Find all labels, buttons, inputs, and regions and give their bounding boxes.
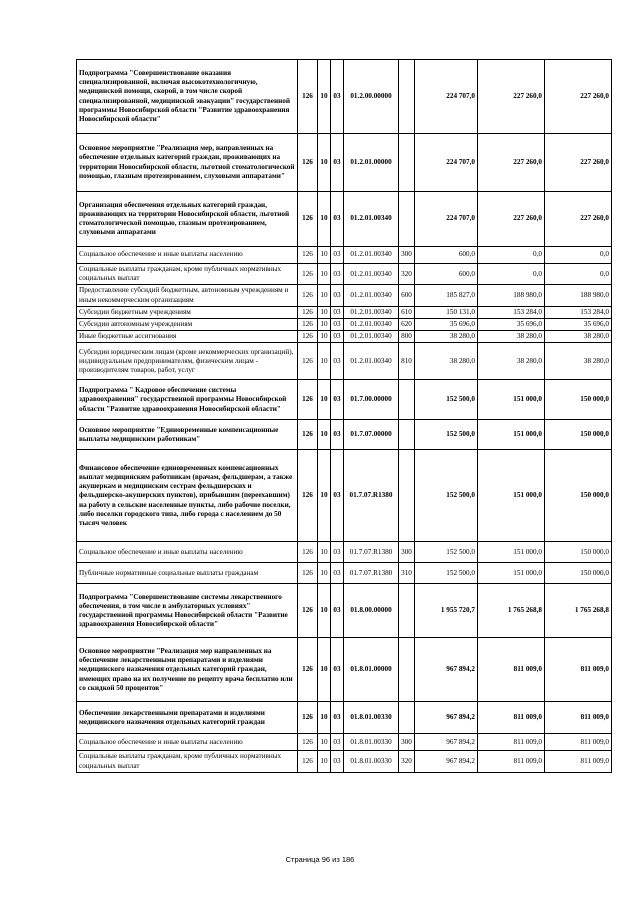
row-sum-3: 150 000,0	[545, 420, 612, 450]
row-pr: 03	[331, 60, 344, 134]
row-grbs: 126	[298, 542, 318, 563]
row-sum-3: 150 000,0	[545, 542, 612, 563]
row-sum-3: 227 260,0	[545, 192, 612, 247]
row-rz: 10	[318, 450, 331, 542]
row-grbs: 126	[298, 734, 318, 751]
row-sum-1: 38 280,0	[415, 331, 478, 343]
row-sum-3: 188 980,0	[545, 285, 612, 306]
table-row	[77, 319, 612, 331]
row-grbs: 126	[298, 331, 318, 343]
row-grbs: 126	[298, 380, 318, 420]
row-sum-2: 151 000,0	[478, 420, 545, 450]
row-sum-2: 1 765 268,8	[478, 584, 545, 638]
row-grbs: 126	[298, 306, 318, 318]
row-pr: 03	[331, 306, 344, 318]
row-csr: 01.2.01.00340	[344, 331, 399, 343]
row-name: Подпрограмма " Кадровое обеспечение системы здравоохранения" государственной программы Новосибирской области "Развитие здравоохранения Новосибирской области"	[77, 380, 298, 420]
row-sum-2: 227 260,0	[478, 60, 545, 134]
row-grbs: 126	[298, 264, 318, 285]
row-rz: 10	[318, 563, 331, 584]
row-pr: 03	[331, 751, 344, 772]
row-name: Основное мероприятие "Единовременные компенсационные выплаты медицинским работникам"	[77, 420, 298, 450]
table-row	[77, 542, 612, 563]
row-sum-2: 151 000,0	[478, 380, 545, 420]
row-sum-3: 811 009,0	[545, 638, 612, 702]
row-sum-1: 152 500,0	[415, 450, 478, 542]
row-sum-3: 1 765 268,8	[545, 584, 612, 638]
row-sum-1: 152 500,0	[415, 380, 478, 420]
row-pr: 03	[331, 420, 344, 450]
row-sum-1: 150 131,0	[415, 306, 478, 318]
row-pr: 03	[331, 285, 344, 306]
row-csr: 01.7.00.00000	[344, 380, 399, 420]
row-rz: 10	[318, 702, 331, 734]
row-sum-2: 227 260,0	[478, 134, 545, 192]
row-sum-1: 35 696,0	[415, 319, 478, 331]
row-csr: 01.8.01.00000	[344, 638, 399, 702]
row-sum-1: 152 500,0	[415, 563, 478, 584]
row-grbs: 126	[298, 420, 318, 450]
row-rz: 10	[318, 285, 331, 306]
row-vr: 320	[399, 751, 415, 772]
row-sum-1: 600,0	[415, 247, 478, 264]
row-grbs: 126	[298, 343, 318, 380]
row-pr: 03	[331, 450, 344, 542]
row-name: Публичные нормативные социальные выплаты гражданам	[77, 563, 298, 584]
row-sum-1: 600,0	[415, 264, 478, 285]
row-name: Социальное обеспечение и иные выплаты населению	[77, 542, 298, 563]
row-sum-3: 35 696,0	[545, 319, 612, 331]
row-rz: 10	[318, 264, 331, 285]
row-sum-2: 227 260,0	[478, 192, 545, 247]
row-sum-2: 0,0	[478, 264, 545, 285]
row-rz: 10	[318, 319, 331, 331]
row-csr: 01.2.01.00340	[344, 264, 399, 285]
row-name: Организация обеспечения отдельных категорий граждан, проживающих на территории Новосибирской области, льготной стоматологической помощью, глазным протезированием, слуховыми аппаратами	[77, 192, 298, 247]
row-sum-1: 224 707,0	[415, 60, 478, 134]
row-sum-1: 152 500,0	[415, 542, 478, 563]
row-rz: 10	[318, 60, 331, 134]
row-grbs: 126	[298, 319, 318, 331]
row-pr: 03	[331, 134, 344, 192]
row-pr: 03	[331, 734, 344, 751]
row-grbs: 126	[298, 450, 318, 542]
row-vr: 800	[399, 331, 415, 343]
row-vr: 320	[399, 264, 415, 285]
row-sum-2: 811 009,0	[478, 702, 545, 734]
row-vr: 300	[399, 542, 415, 563]
row-sum-1: 224 707,0	[415, 192, 478, 247]
row-name: Обеспечение лекарственными препаратами и изделиями медицинского назначения отдельных категорий граждан	[77, 702, 298, 734]
row-csr: 01.2.01.00000	[344, 134, 399, 192]
row-grbs: 126	[298, 584, 318, 638]
table-row	[77, 247, 612, 264]
row-name: Предоставление субсидий бюджетным, автономным учреждениям и иным некоммерческим организациям	[77, 285, 298, 306]
row-grbs: 126	[298, 247, 318, 264]
row-name: Подпрограмма "Совершенствование системы лекарственного обеспечения, в том числе в амбулаторных условиях" государственной программы Новосибирской области "Развитие здравоохранения Новосибирской области"	[77, 584, 298, 638]
row-name: Основное мероприятие "Реализация мер направленных на обеспечение лекарственными препаратами и изделиями медицинского назначения отдельных категорий граждан, имеющих право на их получение по рецепту врача бесплатно или со скидкой 50 процентов"	[77, 638, 298, 702]
row-csr: 01.7.07.R1380	[344, 542, 399, 563]
budget-table	[76, 59, 612, 773]
row-sum-2: 151 000,0	[478, 450, 545, 542]
row-csr: 01.7.07.R1380	[344, 563, 399, 584]
row-name: Субсидии автономным учреждениям	[77, 319, 298, 331]
row-pr: 03	[331, 638, 344, 702]
row-vr	[399, 450, 415, 542]
row-vr	[399, 638, 415, 702]
row-sum-3: 0,0	[545, 264, 612, 285]
row-rz: 10	[318, 247, 331, 264]
row-rz: 10	[318, 192, 331, 247]
row-pr: 03	[331, 247, 344, 264]
row-name: Субсидии юридическим лицам (кроме некоммерческих организаций), индивидуальным предпринимателям, физическим лицам - производителям товаров, работ, услуг	[77, 343, 298, 380]
row-sum-2: 38 280,0	[478, 343, 545, 380]
row-sum-1: 967 894,2	[415, 734, 478, 751]
table-row	[77, 192, 612, 247]
row-sum-3: 811 009,0	[545, 734, 612, 751]
row-rz: 10	[318, 134, 331, 192]
row-grbs: 126	[298, 134, 318, 192]
table-row	[77, 134, 612, 192]
table-row	[77, 380, 612, 420]
row-csr: 01.2.00.00000	[344, 60, 399, 134]
row-csr: 01.2.01.00340	[344, 247, 399, 264]
row-grbs: 126	[298, 563, 318, 584]
row-sum-2: 38 280,0	[478, 331, 545, 343]
row-grbs: 126	[298, 285, 318, 306]
row-sum-1: 224 707,0	[415, 134, 478, 192]
table-row	[77, 450, 612, 542]
row-sum-3: 150 000,0	[545, 450, 612, 542]
row-sum-1: 152 500,0	[415, 420, 478, 450]
row-rz: 10	[318, 331, 331, 343]
table-row	[77, 734, 612, 751]
row-grbs: 126	[298, 702, 318, 734]
row-sum-2: 151 000,0	[478, 563, 545, 584]
row-sum-2: 811 009,0	[478, 751, 545, 772]
row-name: Социальные выплаты гражданам, кроме публичных нормативных социальных выплат	[77, 264, 298, 285]
row-name: Социальные выплаты гражданам, кроме публичных нормативных социальных выплат	[77, 751, 298, 772]
row-sum-3: 150 000,0	[545, 380, 612, 420]
row-sum-3: 811 009,0	[545, 702, 612, 734]
row-pr: 03	[331, 380, 344, 420]
row-vr: 620	[399, 319, 415, 331]
page-number: Страница 96 из 186	[285, 855, 355, 864]
row-rz: 10	[318, 734, 331, 751]
row-sum-1: 967 894,2	[415, 638, 478, 702]
row-csr: 01.7.07.R1380	[344, 450, 399, 542]
row-name: Финансовое обеспечение единовременных компенсационных выплат медицинским работникам (врачам, фельдшерам, а также акушеркам и медицинским сестрам фельдшерских и фельдшерско-акушерских пунктов), прибывшим (переехавшим) на работу в сельские населенные пункты, либо рабочие поселки, либо поселки городского типа, либо города с населением до 50 тысяч человек	[77, 450, 298, 542]
row-pr: 03	[331, 542, 344, 563]
row-sum-3: 153 284,0	[545, 306, 612, 318]
row-rz: 10	[318, 306, 331, 318]
row-csr: 01.2.01.00340	[344, 319, 399, 331]
table-row	[77, 331, 612, 343]
row-vr	[399, 380, 415, 420]
table-row	[77, 638, 612, 702]
row-sum-2: 153 284,0	[478, 306, 545, 318]
row-csr: 01.2.01.00340	[344, 192, 399, 247]
row-vr: 300	[399, 247, 415, 264]
row-rz: 10	[318, 542, 331, 563]
row-csr: 01.8.01.00330	[344, 751, 399, 772]
row-rz: 10	[318, 420, 331, 450]
row-name: Подпрограмма "Совершенствование оказания специализированной, включая высокотехнологичную, медицинской помощи, скорой, в том числе скорой специализированной, медицинской эвакуации" государственной программы Новосибирской области "Развитие здравоохранения Новосибирской области"	[77, 60, 298, 134]
row-vr: 600	[399, 285, 415, 306]
row-pr: 03	[331, 343, 344, 380]
row-sum-2: 811 009,0	[478, 638, 545, 702]
row-sum-2: 0,0	[478, 247, 545, 264]
table-row	[77, 343, 612, 380]
row-csr: 01.2.01.00340	[344, 285, 399, 306]
row-sum-1: 38 280,0	[415, 343, 478, 380]
row-name: Социальное обеспечение и иные выплаты населению	[77, 247, 298, 264]
row-vr	[399, 192, 415, 247]
table-body	[77, 60, 612, 773]
row-sum-3: 811 009,0	[545, 751, 612, 772]
table-row	[77, 702, 612, 734]
row-vr	[399, 420, 415, 450]
row-sum-1: 185 827,0	[415, 285, 478, 306]
row-grbs: 126	[298, 60, 318, 134]
table-row	[77, 751, 612, 772]
row-vr: 300	[399, 734, 415, 751]
row-sum-3: 38 280,0	[545, 343, 612, 380]
table-row	[77, 563, 612, 584]
table-row	[77, 264, 612, 285]
row-csr: 01.8.01.00330	[344, 734, 399, 751]
row-grbs: 126	[298, 192, 318, 247]
row-sum-3: 227 260,0	[545, 60, 612, 134]
table-row	[77, 285, 612, 306]
table-row	[77, 420, 612, 450]
row-sum-2: 35 696,0	[478, 319, 545, 331]
row-sum-1: 1 955 720,7	[415, 584, 478, 638]
row-csr: 01.8.01.00330	[344, 702, 399, 734]
row-vr: 810	[399, 343, 415, 380]
row-pr: 03	[331, 331, 344, 343]
row-sum-3: 38 280,0	[545, 331, 612, 343]
row-vr	[399, 584, 415, 638]
row-pr: 03	[331, 264, 344, 285]
row-rz: 10	[318, 343, 331, 380]
row-rz: 10	[318, 380, 331, 420]
row-sum-2: 811 009,0	[478, 734, 545, 751]
row-pr: 03	[331, 192, 344, 247]
row-pr: 03	[331, 563, 344, 584]
row-sum-3: 0,0	[545, 247, 612, 264]
row-vr: 610	[399, 306, 415, 318]
table-row	[77, 60, 612, 134]
row-rz: 10	[318, 584, 331, 638]
row-sum-2: 151 000,0	[478, 542, 545, 563]
row-csr: 01.2.01.00340	[344, 306, 399, 318]
row-csr: 01.8.00.00000	[344, 584, 399, 638]
row-grbs: 126	[298, 638, 318, 702]
table-row	[77, 306, 612, 318]
row-pr: 03	[331, 319, 344, 331]
row-sum-1: 967 894,2	[415, 751, 478, 772]
row-name: Субсидии бюджетным учреждениям	[77, 306, 298, 318]
row-sum-3: 227 260,0	[545, 134, 612, 192]
row-sum-2: 188 980,0	[478, 285, 545, 306]
row-sum-1: 967 894,2	[415, 702, 478, 734]
row-rz: 10	[318, 751, 331, 772]
row-vr	[399, 134, 415, 192]
row-grbs: 126	[298, 751, 318, 772]
row-vr: 310	[399, 563, 415, 584]
row-rz: 10	[318, 638, 331, 702]
row-sum-3: 150 000,0	[545, 563, 612, 584]
row-name: Социальное обеспечение и иные выплаты населению	[77, 734, 298, 751]
table-row	[77, 584, 612, 638]
row-name: Иные бюджетные ассигнования	[77, 331, 298, 343]
row-vr	[399, 702, 415, 734]
row-pr: 03	[331, 702, 344, 734]
row-name: Основное мероприятие "Реализация мер, направленных на обеспечение отдельных категорий граждан, проживающих на территории Новосибирской области, льготной стоматологической помощью, глазным протезированием, слуховыми аппаратами"	[77, 134, 298, 192]
row-pr: 03	[331, 584, 344, 638]
row-csr: 01.2.01.00340	[344, 343, 399, 380]
row-csr: 01.7.07.00000	[344, 420, 399, 450]
row-vr	[399, 60, 415, 134]
